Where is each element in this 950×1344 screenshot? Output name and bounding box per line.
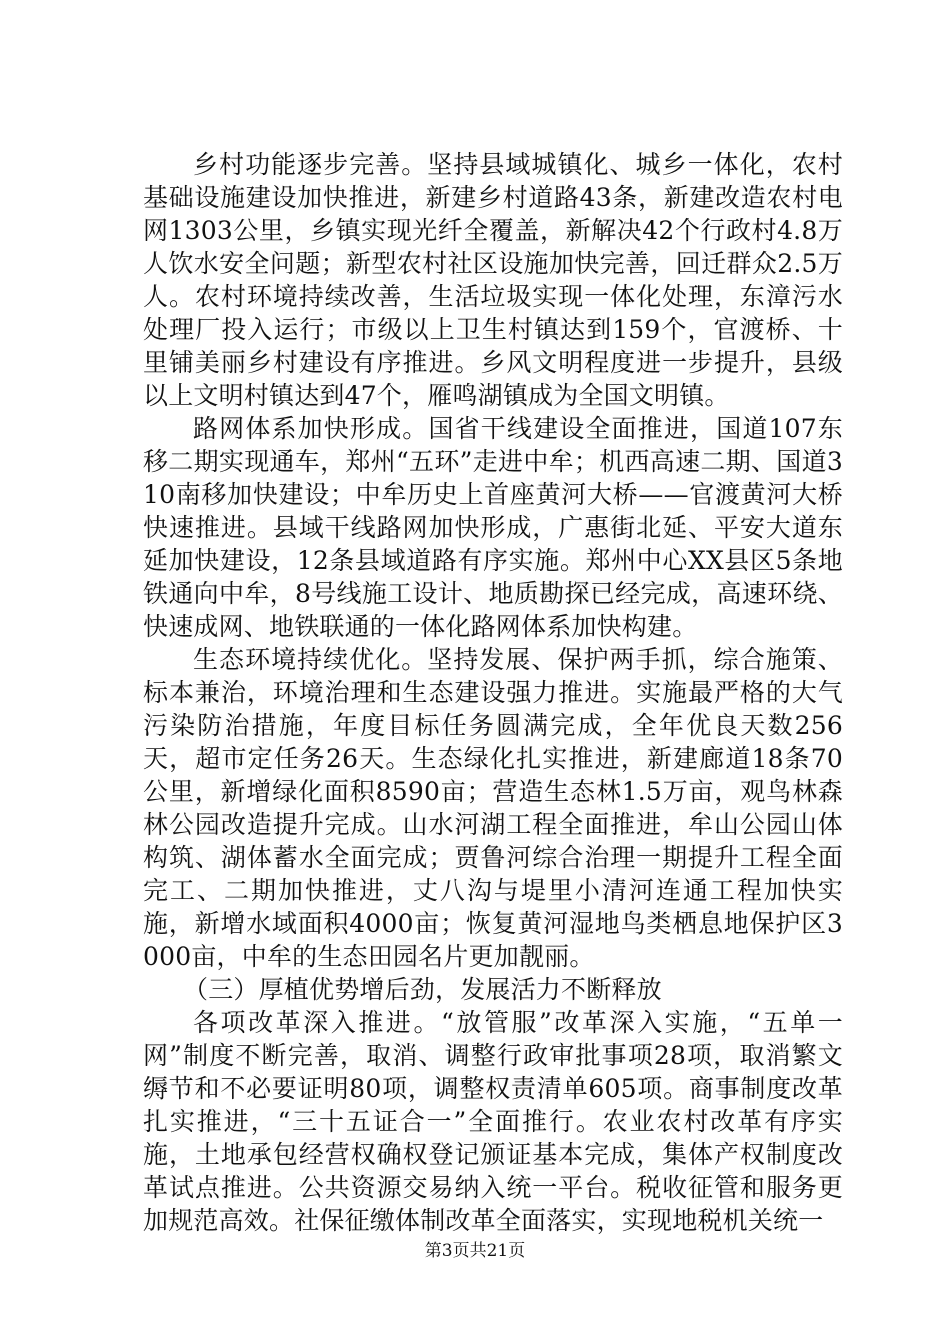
paragraph-rural-function: 乡村功能逐步完善。坚持县域城镇化、城乡一体化，农村基础设施建设加快推进，新建乡村道路43条，新建改造农村电网1303公里，乡镇实现光纤全覆盖，新解决42个行政村4.8万人饮水安全问题；新型农村社区设施加快完善，回迁群众2.5万人。农村环境持续改善，生活垃圾实现一体化处理，东漳污水处理厂投入运行；市级以上卫生村镇达到159个，官渡桥、十里铺美丽乡村建设有序推进。乡风文明程度进一步提升，县级以上文明村镇达到47个，雁鸣湖镇成为全国文明镇。 [143, 150, 843, 410]
page-footer [0, 1240, 950, 1262]
document-body [143, 148, 843, 1237]
paragraph-road-network: 路网体系加快形成。国省干线建设全面推进，国道107东移二期实现通车，郑州“五环”走进中牟；机西高速二期、国道310南移加快建设；中牟历史上首座黄河大桥——官渡黄河大桥快速推进。县域干线路网加快形成，广惠街北延、平安大道东延加快建设，12条县域道路有序实施。郑州中心XX县区5条地铁通向中牟，8号线施工设计、地质勘探已经完成，高速环绕、快速成网、地铁联通的一体化路网体系加快构建。 [143, 414, 843, 641]
page-total: 共21页 [469, 1241, 526, 1261]
section-heading: （三）厚植优势增后劲，发展活力不断释放 [183, 975, 662, 1004]
page-number: 第3页 [424, 1241, 470, 1261]
paragraph-reform: 各项改革深入推进。“放管服”改革深入实施，“五单一网”制度不断完善，取消、调整行政审批事项28项，取消繁文缛节和不必要证明80项，调整权责清单605项。商事制度改革扎实推进，“三十五证合一”全面推行。农业农村改革有序实施，土地承包经营权确权登记颁证基本完成，集体产权制度改革试点推进。公共资源交易纳入统一平台。税收征管和服务更加规范高效。社保征缴体制改革全面落实，实现地税机关统一 [143, 1008, 843, 1235]
paragraph-ecology: 生态环境持续优化。坚持发展、保护两手抓，综合施策、标本兼治，环境治理和生态建设强力推进。实施最严格的大气污染防治措施，年度目标任务圆满完成，全年优良天数256天，超市定任务26天。生态绿化扎实推进，新建廊道18条70公里，新增绿化面积8590亩；营造生态林1.5万亩，观鸟林森林公园改造提升完成。山水河湖工程全面推进，牟山公园山体构筑、湖体蓄水全面完成；贾鲁河综合治理一期提升工程全面完工、二期加快推进，丈八沟与堤里小清河连通工程加快实施，新增水域面积4000亩；恢复黄河湿地鸟类栖息地保护区3000亩，中牟的生态田园名片更加靓丽。 [143, 645, 843, 971]
